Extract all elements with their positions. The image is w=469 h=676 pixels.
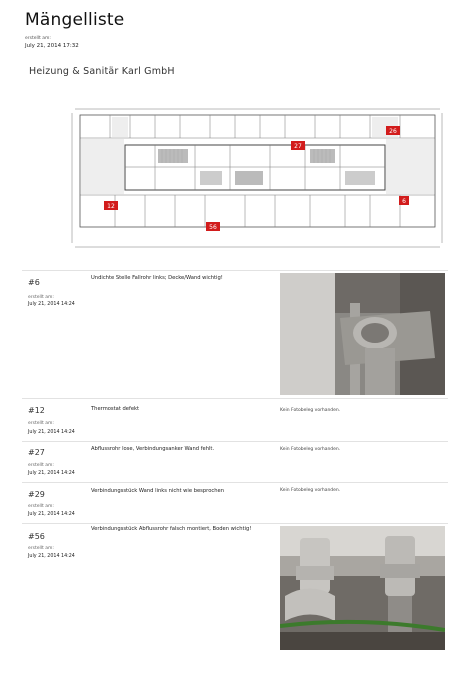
svg-text:56: 56: [209, 224, 217, 231]
svg-text:6: 6: [402, 198, 406, 205]
created-label: erstellt am:: [25, 36, 51, 41]
document-title: Mängelliste: [25, 10, 125, 30]
defect-date: July 21, 2014 14:24: [28, 554, 75, 559]
defect-created-label: erstellt am:: [28, 504, 54, 509]
defect-date: July 21, 2014 14:24: [28, 302, 75, 307]
no-photo-note: Kein Fotobeleg vorhanden.: [280, 447, 341, 452]
floor-plan: [70, 105, 445, 255]
plan-marker-26[interactable]: [386, 126, 400, 135]
defect-photo[interactable]: [280, 526, 445, 650]
created-date: July 21, 2014 17:32: [25, 43, 79, 49]
no-photo-note: Kein Fotobeleg vorhanden.: [280, 488, 341, 493]
defect-created-label: erstellt am:: [28, 463, 54, 468]
defect-description: Thermostat defekt: [91, 406, 140, 412]
defect-created-label: erstellt am:: [28, 421, 54, 426]
defect-created-label: erstellt am:: [28, 546, 54, 551]
defect-number: #12: [28, 406, 45, 415]
row-divider: [22, 523, 448, 524]
company-name: Heizung & Sanitär Karl GmbH: [29, 66, 175, 77]
defect-description: Verbindungsstück Wand links nicht wie besprochen: [91, 488, 224, 494]
defect-created-label: erstellt am:: [28, 295, 54, 300]
defect-number: #27: [28, 448, 45, 457]
svg-text:27: 27: [294, 143, 302, 150]
svg-text:12: 12: [107, 203, 115, 210]
defect-photo[interactable]: [280, 273, 445, 395]
defect-description: Verbindungsstück Abflussrohr falsch montiert, Boden wichtig!: [91, 526, 252, 532]
svg-text:26: 26: [389, 128, 397, 135]
no-photo-note: Kein Fotobeleg vorhanden.: [280, 408, 341, 413]
defect-description: Abflussrohr lose, Verbindungsanker Wand fehlt.: [91, 446, 215, 452]
plan-marker-12[interactable]: [104, 201, 118, 210]
defect-number: #56: [28, 532, 45, 541]
defect-number: #29: [28, 490, 45, 499]
row-divider: [22, 482, 448, 483]
row-divider: [22, 270, 448, 271]
defect-number: #6: [28, 278, 40, 287]
defect-date: July 21, 2014 14:24: [28, 512, 75, 517]
plan-marker-56[interactable]: [206, 222, 220, 231]
row-divider: [22, 398, 448, 399]
defect-date: July 21, 2014 14:24: [28, 430, 75, 435]
row-divider: [22, 441, 448, 442]
defect-date: July 21, 2014 14:24: [28, 471, 75, 476]
plan-marker-6[interactable]: [399, 196, 409, 205]
defect-description: Undichte Stelle Fallrohr links; Decke/Wand wichtig!: [91, 275, 223, 281]
plan-marker-27[interactable]: [291, 141, 305, 150]
